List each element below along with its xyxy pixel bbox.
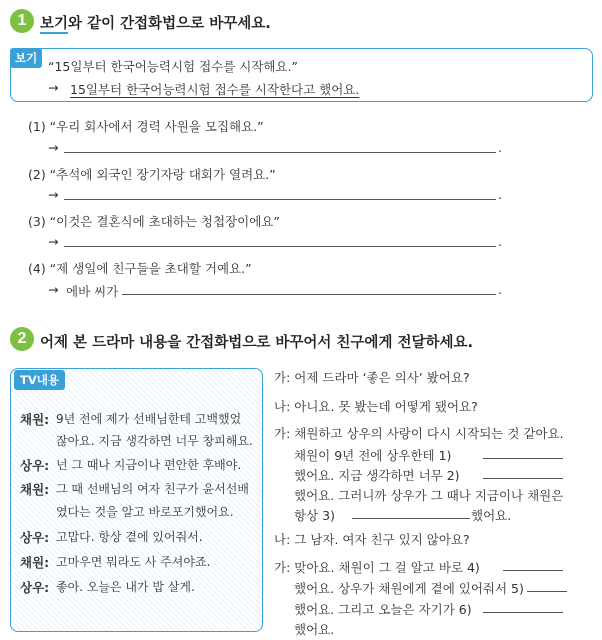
dialog-blank-4[interactable] <box>503 570 563 571</box>
exercise-item-2-prompt: (2) “추석에 외국인 장기자랑 대회가 열려요.” <box>28 167 276 182</box>
dialog-line-12: 했어요. <box>294 622 335 637</box>
exercise-item-1-prompt: (1) “우리 회사에서 경력 사원을 모집해요.” <box>28 119 264 134</box>
exercise-item-4-answer-line[interactable] <box>122 294 496 295</box>
dialog-blank-3[interactable] <box>352 518 470 519</box>
dialog-line-7-end: 했어요. <box>471 508 512 523</box>
example-arrow: → <box>48 80 59 95</box>
example-quote: “15일부터 한국어능력시험 접수를 시작해요.” <box>48 59 299 74</box>
tv-line: 고마우면 뭐라도 사 주셔야죠. <box>56 555 211 569</box>
dialog-line-3: 가: 채원하고 상우의 사랑이 다시 시작되는 것 같아요. <box>274 426 564 441</box>
tv-speaker: 채원: <box>20 555 50 570</box>
tv-content-tag: TV내용 <box>14 370 65 390</box>
section1-title-rest: 와 같이 간접화법으로 바꾸세요. <box>68 16 271 32</box>
dialog-line-7-start: 항상 3) <box>294 508 335 523</box>
tv-speaker: 상우: <box>20 530 50 545</box>
dialog-blank-1[interactable] <box>483 458 563 459</box>
section1-title <box>40 12 271 33</box>
section1-title-highlight: 보기 <box>40 16 69 32</box>
exercise-item-3-period: . <box>498 234 502 249</box>
tv-speaker: 상우: <box>20 458 50 473</box>
tv-speaker: 채원: <box>20 482 50 497</box>
tv-line: 잖아요. 지금 생각하면 너무 창피해요. <box>56 434 253 448</box>
dialog-line-6: 했어요. 그러니까 상우가 그 때나 지금이나 채원은 <box>294 488 564 503</box>
exercise-item-4-period: . <box>498 282 502 297</box>
tv-line: 좋아. 오늘은 내가 밥 살게. <box>56 580 195 594</box>
exercise-item-2-answer-line[interactable] <box>64 199 496 200</box>
tv-speaker: 채원: <box>20 412 50 427</box>
section1-number-badge: 1 <box>10 9 34 33</box>
tv-line: 넌 그 때나 지금이나 편안한 후배야. <box>56 458 242 472</box>
section2-title: 어제 본 드라마 내용을 간접화법으로 바꾸어서 친구에게 전달하세요. <box>40 335 474 351</box>
example-tag: 보기 <box>10 48 42 68</box>
exercise-item-2-arrow: → <box>48 187 59 202</box>
exercise-item-2-period: . <box>498 187 502 202</box>
exercise-item-4-prompt: (4) “제 생일에 친구들을 초대할 거예요.” <box>28 261 252 276</box>
dialog-blank-6[interactable] <box>483 612 563 613</box>
dialog-line-4: 채원이 9년 전에 상우한테 1) <box>294 448 452 463</box>
dialog-line-11: 했어요. 그리고 오늘은 자기가 6) <box>294 602 472 617</box>
dialog-line-2: 나: 아니요. 못 봤는데 어떻게 됐어요? <box>274 399 478 414</box>
tv-line: 그 때 선배님의 여자 친구가 윤서선배 <box>56 482 249 496</box>
exercise-item-3-answer-line[interactable] <box>64 246 496 247</box>
section2-number-badge: 2 <box>10 327 34 351</box>
exercise-item-1-period: . <box>498 140 502 155</box>
dialog-line-10: 했어요. 상우가 채원에게 곁에 있어줘서 5) <box>294 581 524 596</box>
dialog-line-8: 나: 그 남자. 여자 친구 있지 않아요? <box>274 532 470 547</box>
dialog-blank-2[interactable] <box>483 478 563 479</box>
dialog-line-1: 가: 어제 드라마 ‘좋은 의사’ 봤어요? <box>274 370 470 385</box>
dialog-blank-5[interactable] <box>527 591 567 592</box>
exercise-item-3-prompt: (3) “이것은 결혼식에 초대하는 청첩장이에요” <box>28 214 280 229</box>
tv-line: 였다는 것을 알고 바로포기했어요. <box>56 505 234 519</box>
exercise-item-1-answer-line[interactable] <box>64 152 496 153</box>
dialog-line-9: 가: 맞아요. 채원이 그 걸 알고 바로 4) <box>274 560 480 575</box>
dialog-line-5: 했어요. 지금 생각하면 너무 2) <box>294 468 460 483</box>
tv-line: 9년 전에 제가 선배님한테 고백했었 <box>56 412 242 426</box>
tv-line: 고맙다. 항상 곁에 있어줘서. <box>56 530 203 544</box>
example-answer: 15일부터 한국어능력시험 접수를 시작한다고 했어요. <box>70 82 360 97</box>
tv-speaker: 상우: <box>20 580 50 595</box>
exercise-item-4-prefill: 에바 씨가 <box>66 284 119 299</box>
exercise-item-4-arrow: → <box>48 282 59 297</box>
exercise-item-3-arrow: → <box>48 234 59 249</box>
exercise-item-1-arrow: → <box>48 140 59 155</box>
